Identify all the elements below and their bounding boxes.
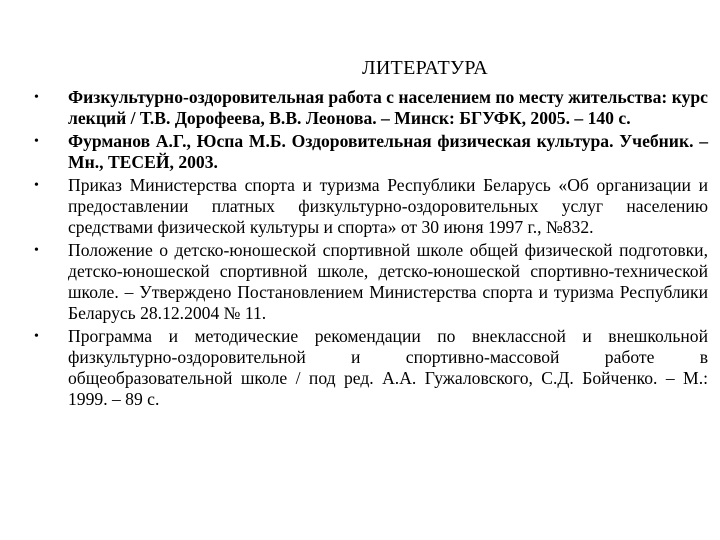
reference-item bbox=[34, 326, 708, 410]
reference-text: Положение о детско-юношеской спортивной школе общей физической подготовки, детско-юношеской спортивной школе, детско-юношеской спортивно-технической школе. – Утверждено Постановлением Министерства спорта и туризма Республики Беларусь 28.12.2004 № 11. bbox=[68, 240, 708, 323]
bullet-icon: • bbox=[34, 90, 39, 105]
reference-text: Приказ Министерства спорта и туризма Республики Беларусь «Об организации и предоставлении платных физкультурно-оздоровительных услуг населению средствами физической культуры и спорта» от 30 июня 1997 г., №832. bbox=[68, 175, 708, 237]
reference-list bbox=[34, 87, 708, 412]
bullet-icon: • bbox=[34, 243, 39, 258]
reference-text: Программа и методические рекомендации по внеклассной и внешкольной физкультурно-оздоровительной и спортивно-массовой работе в общеобразовательной школе / под ред. А.А. Гужаловского, С.Д. Бойченко. – М.: 1999. – 89 с. bbox=[68, 326, 708, 409]
reference-item bbox=[34, 240, 708, 324]
bullet-icon: • bbox=[34, 329, 39, 344]
page-title: ЛИТЕРАТУРА bbox=[361, 57, 489, 79]
reference-text: Фурманов А.Г., Юспа М.Б. Оздоровительная физическая культура. Учебник. – Мн., ТЕСЕЙ, 2003. bbox=[68, 131, 708, 172]
reference-item bbox=[34, 87, 708, 129]
bullet-icon: • bbox=[34, 134, 39, 149]
reference-text: Физкультурно-оздоровительная работа с населением по месту жительства: курс лекций / Т.В. Дорофеева, В.В. Леонова. – Минск: БГУФК, 2005. – 140 с. bbox=[68, 87, 708, 128]
reference-item bbox=[34, 131, 708, 173]
reference-item bbox=[34, 175, 708, 238]
bullet-icon: • bbox=[34, 178, 39, 193]
